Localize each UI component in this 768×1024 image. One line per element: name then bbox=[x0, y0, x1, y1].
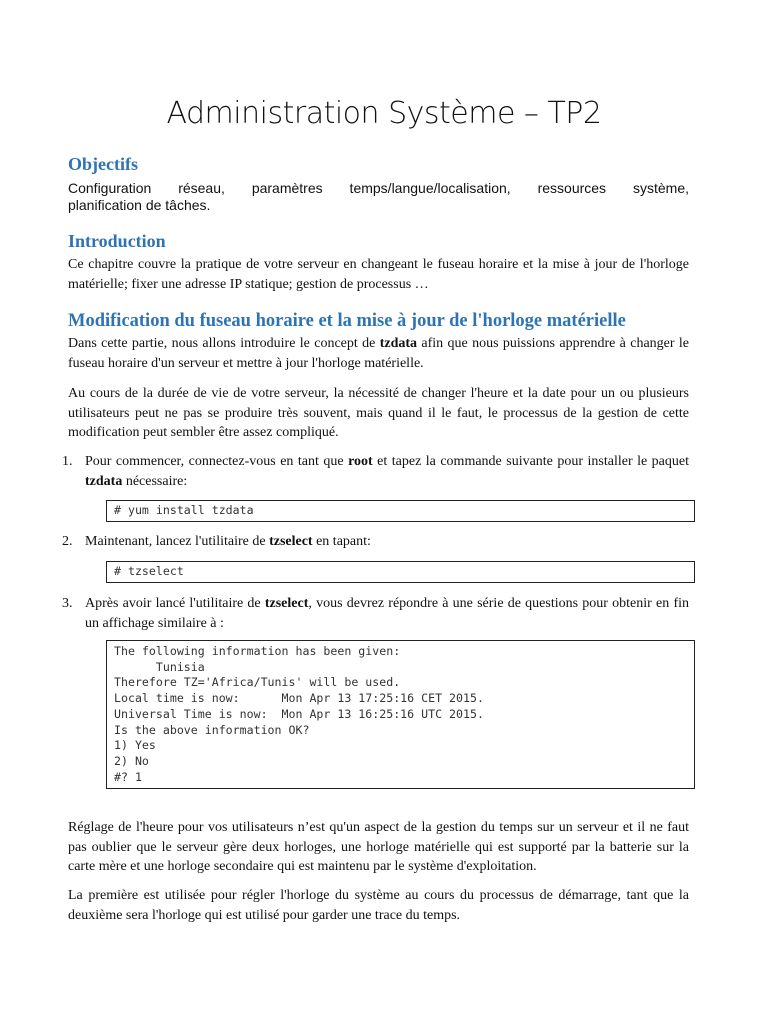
step-2-a: Maintenant, lancez l'utilitaire de bbox=[85, 534, 270, 549]
step-1-e: nécessaire: bbox=[122, 473, 188, 489]
introduction-text: Ce chapitre couvre la pratique de votre serveur en changeant le fuseau horaire et la mise à jour de l'horloge matérielle; fixer une adresse IP statique; gestion de processus … bbox=[68, 257, 689, 292]
step-3-text bbox=[85, 594, 689, 633]
step-2-tzselect: tzselect bbox=[269, 534, 313, 549]
step-1-c: et tapez la commande suivante pour installer le paquet bbox=[372, 454, 689, 469]
code-line: Is the above information OK? bbox=[114, 722, 310, 737]
after-paragraph-1: Réglage de l'heure pour vos utilisateurs n’est qu'un aspect de la gestion du temps sur un serveur et il ne faut pas oublier que le serveur gère deux horloges, une horloge matérielle qui est supporté par la batterie sur la carte mère et une horloge secondaire qui est maintenu par le système d'exploitation. bbox=[68, 820, 689, 874]
section-paragraph-1 bbox=[68, 334, 689, 373]
code-block-1 bbox=[106, 500, 695, 522]
step-2-number: 2. bbox=[62, 534, 73, 549]
step-1-a: Pour commencer, connectez-vous en tant que bbox=[85, 454, 349, 469]
step-3-tzselect: tzselect bbox=[264, 596, 309, 611]
step-1-root: root bbox=[348, 454, 373, 469]
step-3-c: , vous devrez répondre à une série de questions pour obtenir en fin un affichage similaire à : bbox=[85, 596, 689, 631]
code-line: The following information has been given: bbox=[114, 644, 401, 658]
code-line: Therefore TZ='Africa/Tunis' will be used. bbox=[114, 675, 401, 690]
code-block-2 bbox=[106, 561, 695, 583]
after-paragraph-2: La première est utilisée pour régler l'horloge du système au cours du processus de démarrage, tant que la deuxième sera l'horloge qui est utilisé pour garder une trace du temps. bbox=[68, 888, 689, 923]
objectifs-line-2: planification de tâches. bbox=[68, 197, 211, 213]
document-title: Administration Système – TP2 bbox=[166, 96, 602, 131]
code-line: # yum install tzdata bbox=[114, 503, 254, 517]
step-3-a: Après avoir lancé l'utilitaire de bbox=[85, 596, 265, 611]
p1-text-c: afin que nous puissions apprendre à changer le fuseau horaire d'un serveur et mettre à jour l'horloge matérielle. bbox=[68, 336, 690, 371]
step-3-number: 3. bbox=[62, 596, 73, 611]
code-line: # tzselect bbox=[114, 564, 184, 578]
step-1-tzdata: tzdata bbox=[85, 473, 123, 489]
section-heading: Modification du fuseau horaire et la mise à jour de l'horloge matérielle bbox=[68, 311, 626, 331]
p1-tzdata: tzdata bbox=[379, 336, 418, 351]
code-line: 2) No bbox=[114, 753, 149, 768]
objectifs-text bbox=[68, 180, 689, 214]
code-line: #? 1 bbox=[114, 769, 142, 784]
step-1-text bbox=[85, 452, 689, 491]
code-block-3 bbox=[106, 640, 695, 789]
code-line: Local time is now: Mon Apr 13 17:25:16 CET 2015. bbox=[114, 691, 484, 706]
code-line: Tunisia bbox=[114, 659, 205, 674]
section-paragraph-2: Au cours de la durée de vie de votre serveur, la nécessité de changer l'heure et la date pour un ou plusieurs utilisateurs peut ne pas se produire très souvent, mais quand il le faut, le processus de la gestion de cette modification peut sembler être assez compliqué. bbox=[68, 386, 689, 440]
p1-text-a: Dans cette partie, nous allons introduire le concept de bbox=[68, 336, 380, 351]
step-1-number: 1. bbox=[62, 454, 73, 469]
step-2-text bbox=[85, 532, 689, 552]
code-line: Universal Time is now: Mon Apr 13 16:25:16 UTC 2015. bbox=[114, 706, 484, 721]
introduction-heading: Introduction bbox=[68, 231, 166, 251]
objectifs-heading: Objectifs bbox=[68, 154, 138, 174]
code-line: 1) Yes bbox=[114, 738, 156, 753]
step-2-c: en tapant: bbox=[312, 534, 371, 549]
objectifs-line-1: Configuration réseau, paramètres temps/langue/localisation, ressources système, bbox=[68, 180, 689, 196]
